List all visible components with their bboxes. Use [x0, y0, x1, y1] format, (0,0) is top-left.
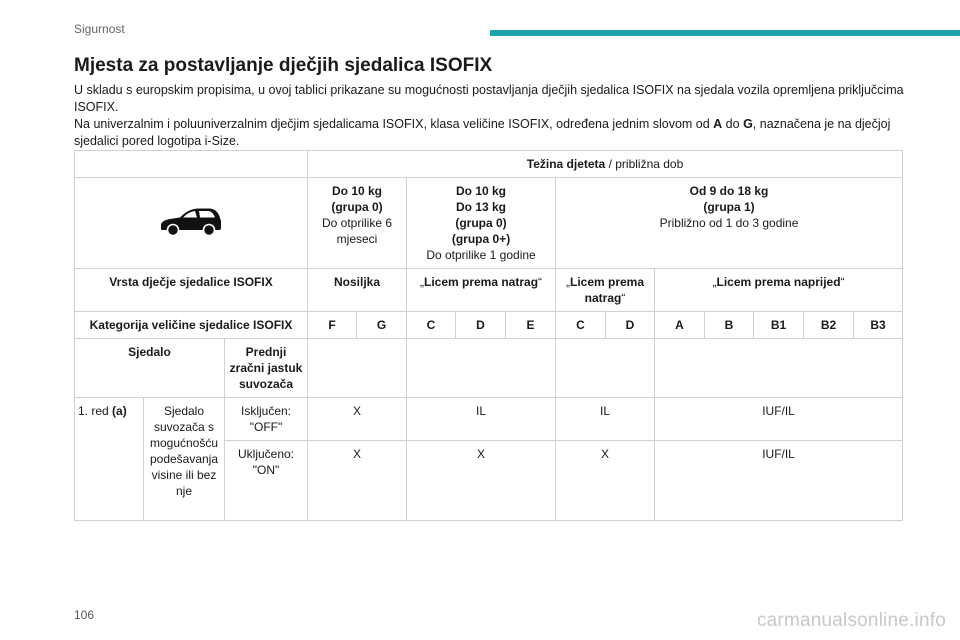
group-1-header: Od 9 do 18 kg (grupa 1) Približno od 1 do 3 godine: [556, 178, 903, 269]
section-title: Sigurnost: [74, 22, 125, 36]
car-cell: [75, 178, 308, 269]
table-row: [75, 178, 903, 269]
page-title: Mjesta za postavljanje dječjih sjedalica ISOFIX: [74, 55, 493, 76]
size-class-d: D: [456, 312, 506, 339]
group-0plus-header: Do 10 kg Do 13 kg (grupa 0) (grupa 0+) Do otprilike 1 godine: [407, 178, 556, 269]
weight-age-header: Težina djeteta / približna dob: [308, 151, 903, 178]
intro-class-a: A: [713, 117, 723, 131]
table-cell-empty: [556, 339, 655, 398]
page-number: 106: [74, 608, 95, 622]
car-side-icon: [158, 204, 224, 238]
value-rear-facing-2: IL: [556, 398, 655, 441]
value-rear-facing-1: X: [407, 441, 556, 521]
airbag-state-on: Uključeno: "ON": [225, 441, 308, 521]
value-forward-facing: IUF/IL: [655, 441, 903, 521]
type-carrycot: Nosiljka: [308, 269, 407, 312]
airbag-state-off: Isključen: "OFF": [225, 398, 308, 441]
isofix-type-label: Vrsta dječje sjedalice ISOFIX: [75, 269, 308, 312]
header-accent-bar: [490, 30, 960, 36]
airbag-column-header: Prednji zračni jastuk suvozača: [225, 339, 308, 398]
size-class-c: C: [407, 312, 456, 339]
size-class-c: C: [556, 312, 606, 339]
table-row: [75, 312, 903, 339]
size-class-b1: B1: [754, 312, 804, 339]
size-class-a: A: [655, 312, 705, 339]
isofix-table: [74, 150, 903, 521]
value-carrycot: X: [308, 398, 407, 441]
seat-column-header: Sjedalo: [75, 339, 225, 398]
table-cell-empty: [407, 339, 556, 398]
watermark: carmanualsonline.info: [756, 610, 946, 631]
table-row: [75, 339, 903, 398]
table-row: [75, 151, 903, 178]
intro-class-g: G: [743, 117, 753, 131]
type-forward-facing: „Licem prema naprijed“: [655, 269, 903, 312]
intro-p2-mid: do: [722, 117, 744, 131]
type-rear-facing-2: „Licem prema natrag“: [556, 269, 655, 312]
value-forward-facing: IUF/IL: [655, 398, 903, 441]
row-label-first-row: 1. red (a): [75, 398, 144, 521]
size-class-d: D: [606, 312, 655, 339]
size-class-f: F: [308, 312, 357, 339]
table-cell-empty: [308, 339, 407, 398]
size-class-b3: B3: [854, 312, 903, 339]
size-class-b2: B2: [804, 312, 854, 339]
value-rear-facing-2: X: [556, 441, 655, 521]
intro-paragraph-2: [74, 116, 904, 150]
size-class-e: E: [506, 312, 556, 339]
isofix-size-label: Kategorija veličine sjedalice ISOFIX: [75, 312, 308, 339]
intro-text: [74, 82, 904, 150]
group-0-header: Do 10 kg (grupa 0) Do otprilike 6 mjeseci: [308, 178, 407, 269]
table-cell-empty: [655, 339, 903, 398]
seat-description: Sjedalo suvozača s mogućnošću podešavanja visine ili bez nje: [144, 398, 225, 521]
intro-p2-pre: Na univerzalnim i poluuniverzalnim dječjim sjedalicama ISOFIX, klasa veličine ISOFIX, određena jednim slovom od: [74, 117, 714, 131]
size-class-g: G: [357, 312, 407, 339]
value-rear-facing-1: IL: [407, 398, 556, 441]
table-row: [75, 269, 903, 312]
table-row: [75, 398, 903, 441]
size-class-b: B: [705, 312, 754, 339]
intro-p2-post: , naznačena je na dječjoj sjedalici pored logotipa i-Size.: [74, 117, 891, 148]
intro-paragraph-1: U skladu s europskim propisima, u ovoj tablici prikazane su mogućnosti postavljanja dječjih sjedalica ISOFIX na sjedala vozila opremljena priključcima ISOFIX.: [74, 83, 904, 114]
type-rear-facing-1: „Licem prema natrag“: [407, 269, 556, 312]
table-cell-empty: [75, 151, 308, 178]
value-carrycot: X: [308, 441, 407, 521]
